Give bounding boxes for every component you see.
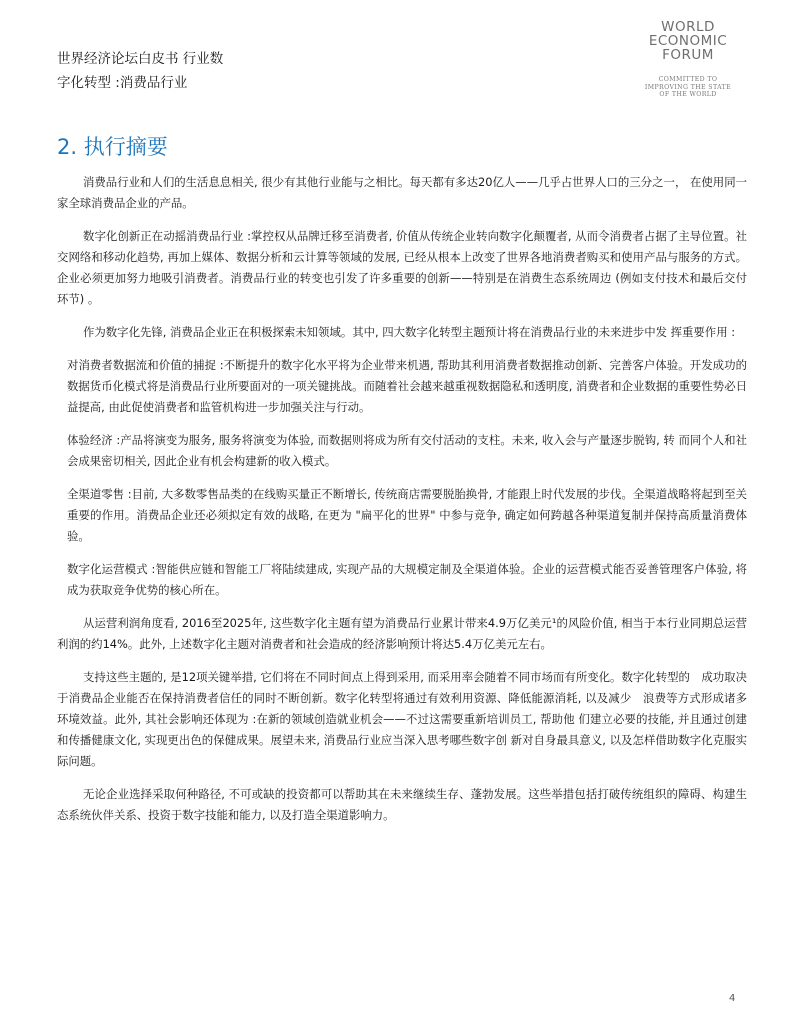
- theme-paragraph: 体验经济 :产品将演变为服务, 服务将演变为体验, 而数据则将成为所有交付活动的支柱。未来, 收入会与产量逐步脱钩, 转 而同个人和社会成果密切相关, 因此企业有机会构建新的收入模式。: [67, 433, 747, 468]
- paragraph: 数字化创新正在动摇消费品行业 :掌控权从品牌迁移至消费者, 价值从传统企业转向数字化颠覆者, 从而令消费者占据了主导位置。社交网络和移动化趋势, 再加上媒体、数据分析和云计算等领域的发展, 已经从根本上改变了世界各地消费者购买和使用产品与服务的方式。企业必须更加努力地吸引消费者。消费品行业的转变也引发了许多重要的创新——特别是在消费生态系统周边 (例如支付技术和最后交付环节) 。: [57, 229, 747, 306]
- paragraph: 支持这些主题的, 是12项关键举措, 它们将在不同时间点上得到采用, 而采用率会随着不同市场而有所变化。数字化转型的 成功取决于消费品企业能否在保持消费者信任的同时不断创新。数字化转型将通过有效利用资源、降低能源消耗, 以及减少 浪费等方式形成诸多环境效益。此外, 其社会影响还体现为 :在新的领域创造就业机会——不过这需要重新培训员工, 帮助他 们建立必要的技能, 并且通过创建和传播健康文化, 实现更出色的保健成果。展望未来, 消费品行业应当深入思考哪些数字创 新对自身最具意义, 以及怎样借助数字化克服实际问题。: [57, 670, 747, 768]
- wef-logo: [636, 20, 740, 99]
- logo-tagline: [636, 76, 740, 99]
- logo-tagline-line: IMPROVING THE STATE: [644, 83, 732, 91]
- paragraph: 作为数字化先锋, 消费品企业正在积极探索未知领域。其中, 四大数字化转型主题预计将在消费品行业的未来进步中发 挥重要作用 :: [83, 325, 736, 339]
- logo-line: WORLD: [661, 19, 715, 35]
- logo-wordmark: [636, 20, 740, 62]
- document-title-line: 字化转型 :消费品行业: [57, 75, 188, 91]
- document-title-line: 世界经济论坛白皮书 行业数: [57, 51, 224, 67]
- theme-paragraph: 全渠道零售 :目前, 大多数零售品类的在线购买量正不断增长, 传统商店需要脱胎换骨, 才能跟上时代发展的步伐。全渠道战略将起到至关重要的作用。消费品企业还必须拟定有效的战略, 在更为 "扁平化的世界" 中参与竞争, 确定如何跨越各种渠道复制并保持高质量消费体验。: [67, 487, 747, 543]
- logo-tagline-line: OF THE WORLD: [659, 91, 717, 98]
- logo-line: ECONOMIC: [648, 33, 728, 49]
- theme-paragraph: 数字化运营模式 :智能供应链和智能工厂将陆续建成, 实现产品的大规模定制及全渠道体验。企业的运营模式能否妥善管理客户体验, 将成为获取竞争优势的核心所在。: [67, 562, 747, 597]
- document-title: [57, 47, 357, 95]
- logo-line: FORUM: [662, 47, 714, 63]
- section-title: 2. 执行摘要: [57, 135, 168, 159]
- paragraph: 从运营利润角度看, 2016至2025年, 这些数字化主题有望为消费品行业累计带来4.9万亿美元¹的风险价值, 相当于本行业同期总运营利润的约14%。此外, 上述数字化主题对消费者和社会造成的经济影响预计将达5.4万亿美元左右。: [57, 616, 747, 651]
- logo-tagline-line: COMMITTED TO: [658, 76, 718, 83]
- paragraph: 无论企业选择采取何种路径, 不可或缺的投资都可以帮助其在未来继续生存、蓬勃发展。这些举措包括打破传统组织的障碍、构建生态系统伙伴关系、投资于数字技能和能力, 以及打造全渠道影响力。: [57, 787, 747, 822]
- theme-paragraph: 对消费者数据流和价值的捕捉 :不断提升的数字化水平将为企业带来机遇, 帮助其利用消费者数据推动创新、完善客户体验。开发成功的数据货币化模式将是消费品行业所要面对的一项关键挑战。而随着社会越来越重视数据隐私和透明度, 消费者和企业数据的重要性势必日益提高, 由此促使消费者和监管机构进一步加强关注与行动。: [67, 358, 747, 414]
- page-number: 4: [729, 993, 736, 1004]
- executive-summary-body: [57, 172, 747, 838]
- paragraph: 消费品行业和人们的生活息息相关, 很少有其他行业能与之相比。每天都有多达20亿人——几乎占世界人口的三分之一， 在使用同一家全球消费品企业的产品。: [57, 175, 747, 210]
